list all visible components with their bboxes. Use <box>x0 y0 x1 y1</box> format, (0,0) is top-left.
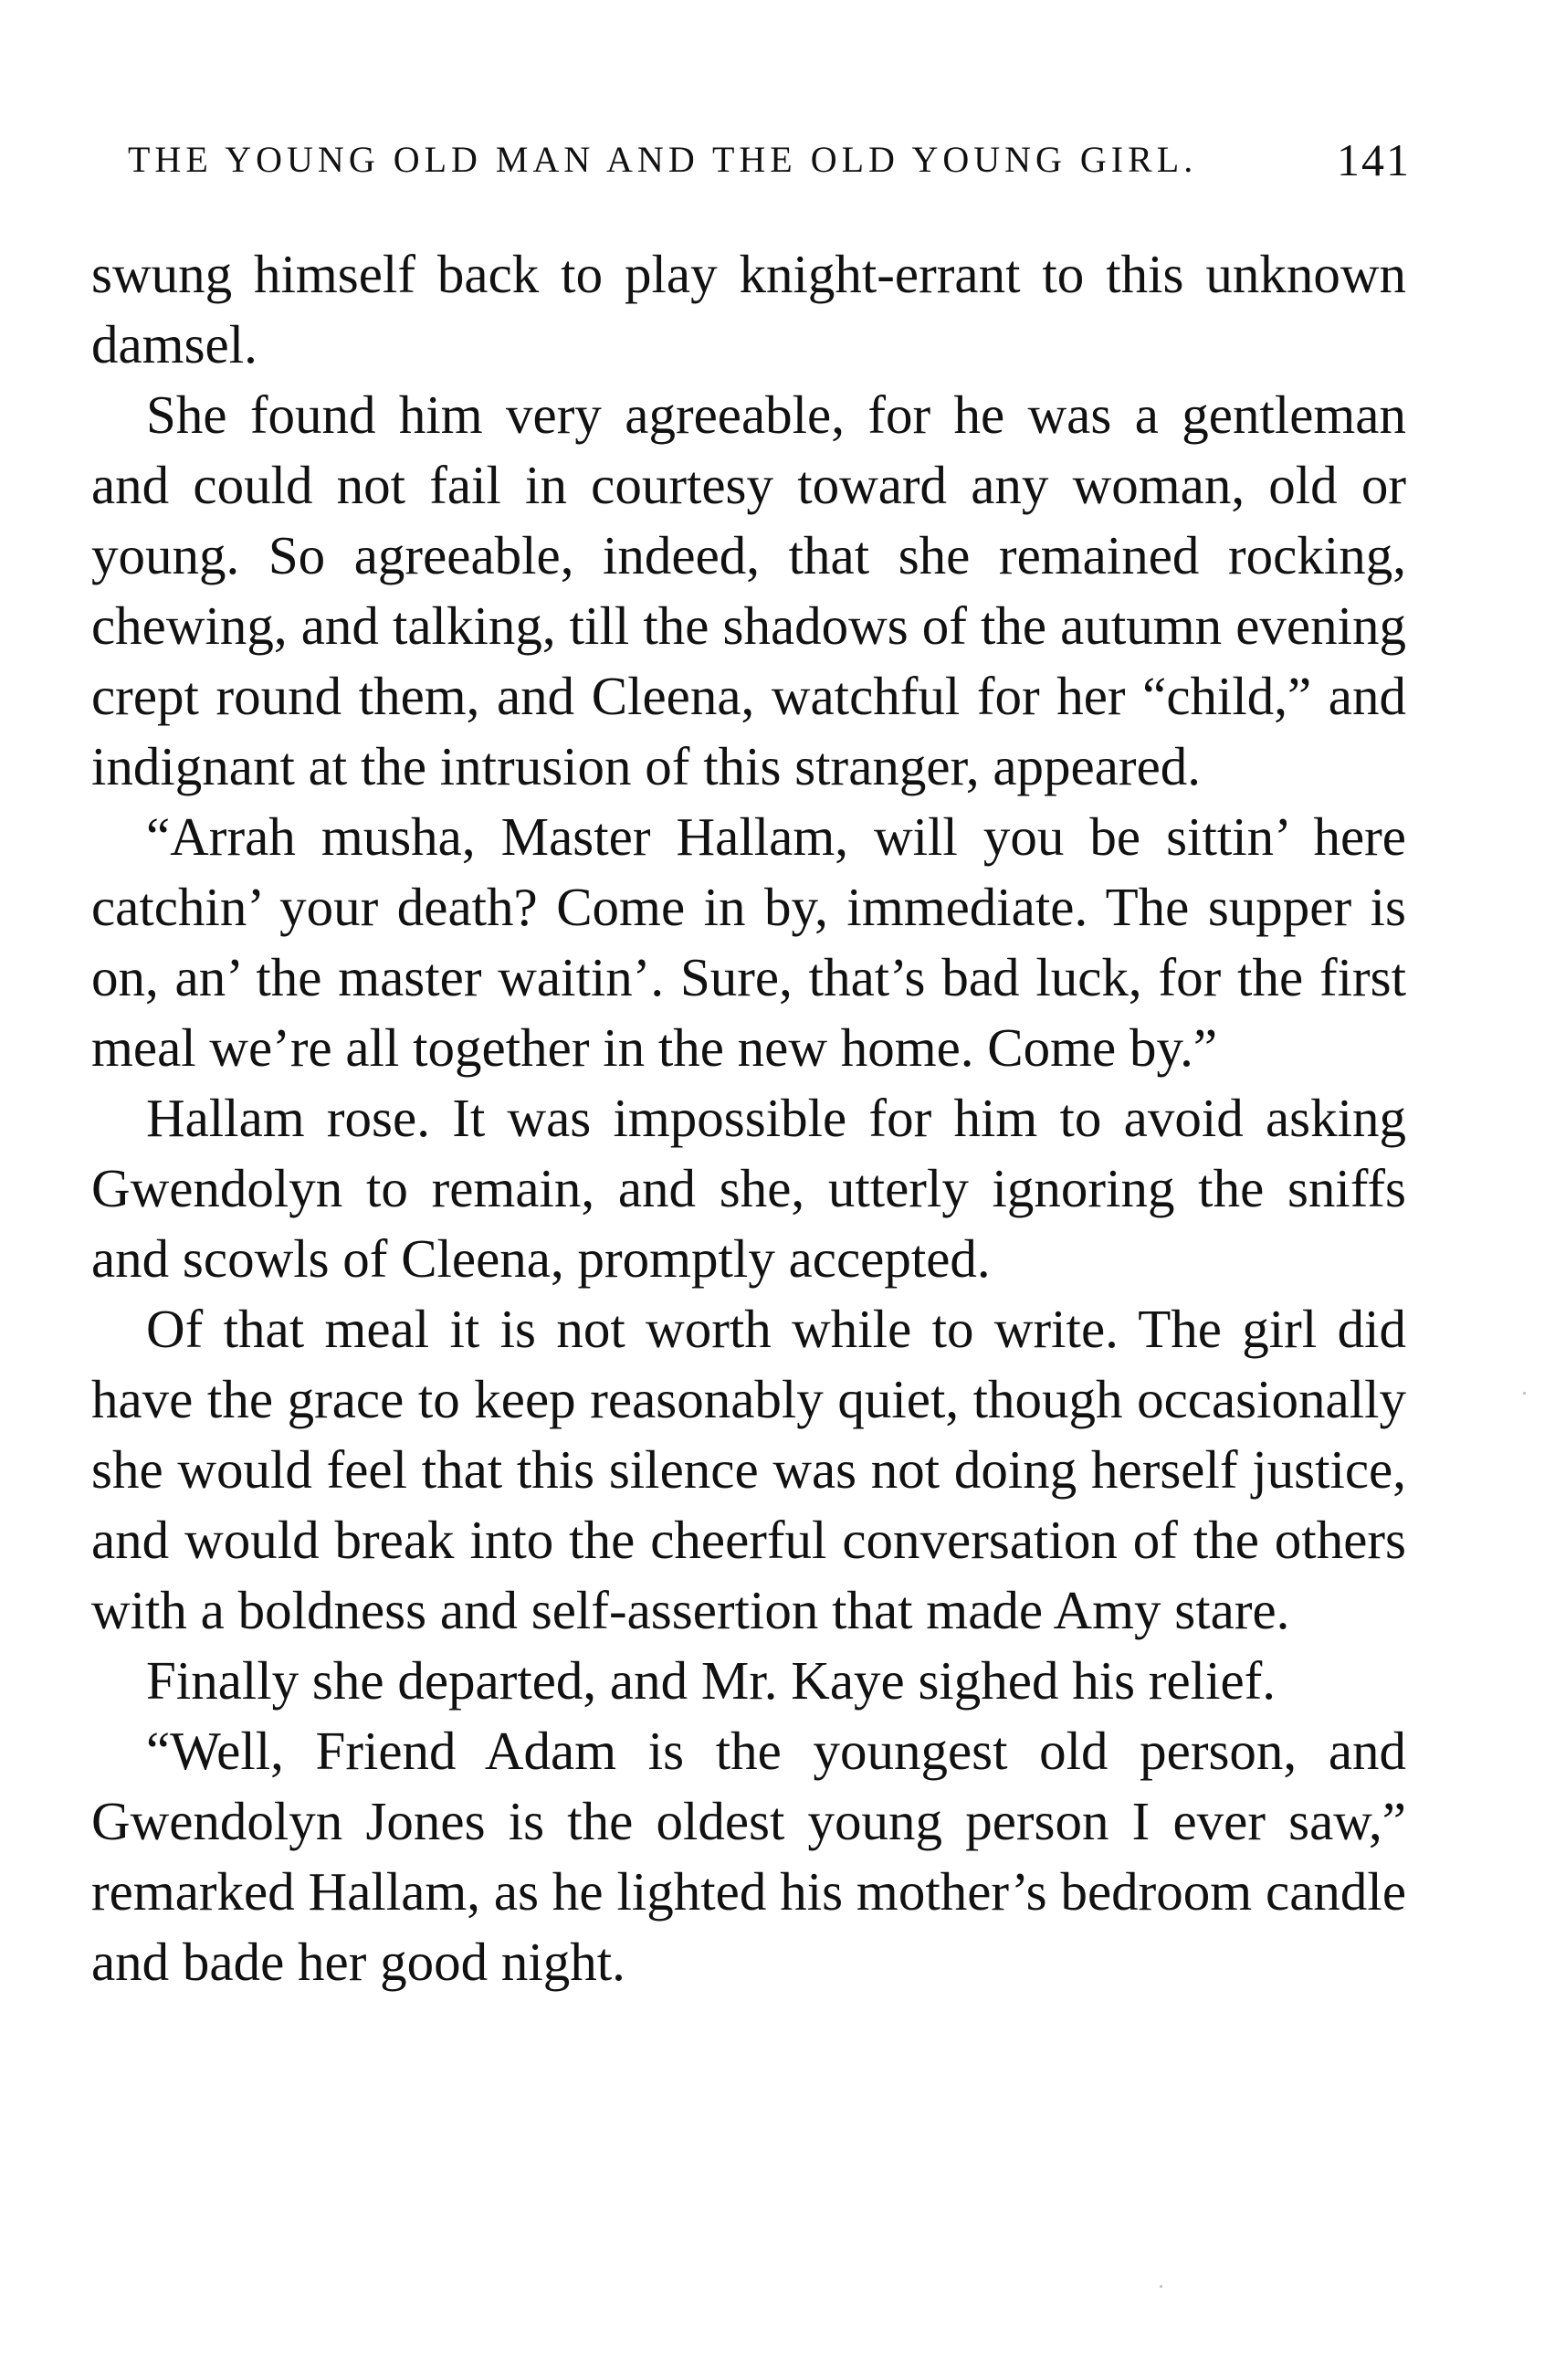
page-number: 141 <box>1337 134 1411 185</box>
paragraph-1: swung himself back to play knight-errant to this unknown damsel. <box>91 244 1406 374</box>
paragraph-2: She found him very agreeable, for he was a gentleman and could not fail in courtesy toward any woman, old or young. So agreeable, indeed, that she remained rocking, chewing, and talking, till the shadows of the autumn evening crept round them, and Cleena, watchful for her “child,” and indignant at the intrusion of this stranger, appeared. <box>91 384 1406 796</box>
scan-speck <box>1523 1392 1526 1395</box>
scan-speck <box>1160 2285 1162 2288</box>
paragraph-4: Hallam rose. It was impossible for him to avoid asking Gwendolyn to remain, and she, utterly ignoring the sniffs and scowls of Cleena, promptly accepted. <box>91 1088 1406 1289</box>
paragraph-6: Finally she departed, and Mr. Kaye sighed his relief. <box>146 1650 1277 1711</box>
paragraph-5: Of that meal it is not worth while to write. The girl did have the grace to keep reasonably quiet, though occasionally she would feel that this silence was not doing herself justice, and would break into the cheerful conversation of the others with a boldness and self-assertion that made Amy stare. <box>91 1299 1406 1640</box>
page-body <box>91 239 1406 1997</box>
running-title: THE YOUNG OLD MAN AND THE OLD YOUNG GIRL. <box>128 139 1198 180</box>
paragraph-3: “Arrah musha, Master Hallam, will you be sittin’ here catchin’ your death? Come in by, immediate. The supper is on, an’ the master waitin’. Sure, that’s bad luck, for the first meal we’re all together in the new home. Come by.” <box>91 806 1406 1078</box>
paragraph-7: “Well, Friend Adam is the youngest old person, and Gwendolyn Jones is the oldest young person I ever saw,” remarked Hallam, as he lighted his mother’s bedroom candle and bade her good night. <box>91 1721 1406 1992</box>
page-header <box>128 132 1411 187</box>
